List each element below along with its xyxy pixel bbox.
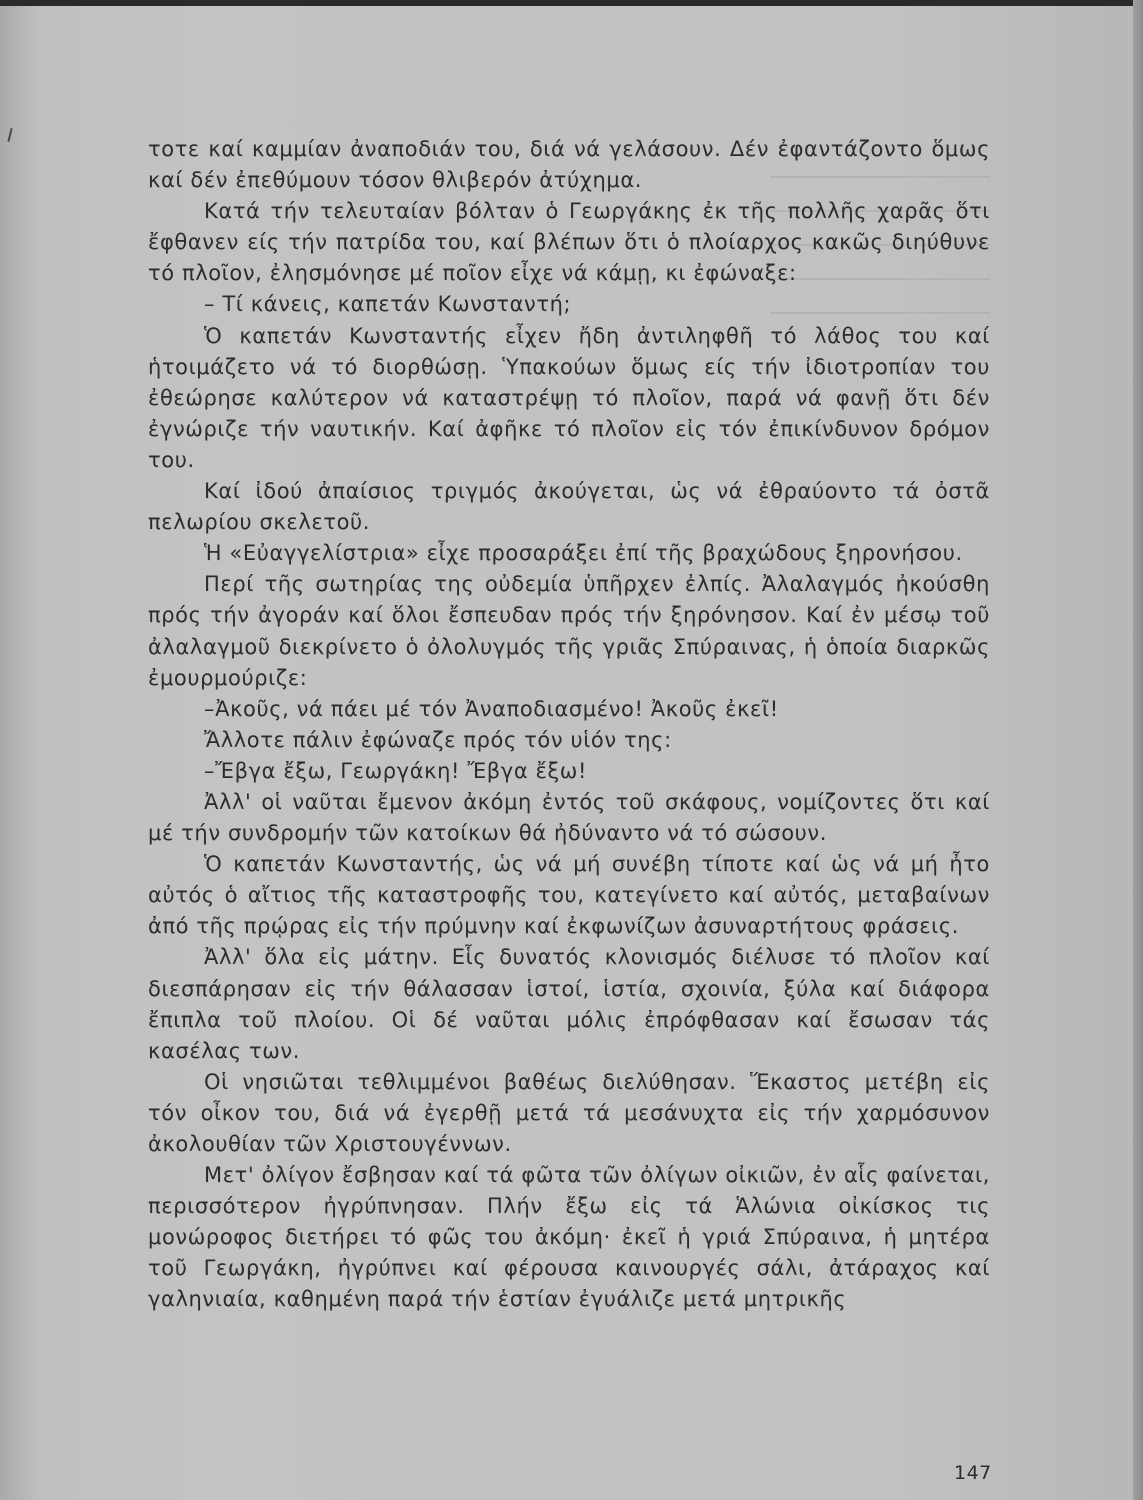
paragraph: Ὁ καπετάν Κωνσταντής εἶχεν ἤδη ἀντιληφθῆ τό λάθος του καί ἡτοιμάζετο νά τό διορθώσῃ. Ὑπακούων ὅμως είς τήν ἰδιοτροπίαν του ἐθεώρησε καλύτερον νά καταστρέψῃ τό πλοῖον, παρά νά φανῇ ὅτι δέν ἐγνώριζε τήν ναυτικήν. Καί ἀφῆκε τό πλοῖον εἰς τόν ἐπικίνδυνον δρόμον του.	[148, 323, 990, 472]
dialogue-line: –Ἀκοῦς, νά πάει μέ τόν Ἀναποδιασμένο! Ἀκοῦς ἐκεῖ!	[204, 696, 779, 721]
paragraph: Ἀλλ' οἱ ναῦται ἔμενον ἀκόμη ἐντός τοῦ σκάφους, νομίζοντες ὅτι καί μέ τήν συνδρομήν τῶν κατοίκων θά ἠδύναντο νά τό σώσουν.	[148, 789, 990, 846]
paragraph: Ὁ καπετάν Κωνσταντής, ὡς νά μή συνέβη τίποτε καί ὡς νά μή ἦτο αὐτός ὁ αἴτιος τῆς καταστροφῆς του, κατεγίνετο καί αὐτός, μεταβαίνων ἀπό τῆς πρῴρας εἰς τήν πρύμνην καί ἐκφωνίζων ἀσυναρτήτους φράσεις.	[148, 852, 990, 939]
body-text	[148, 134, 990, 1316]
paragraph: τοτε καί καμμίαν ἀναποδιάν του, διά νά γελάσουν. Δέν ἐφαντάζοντο ὅμως καί δέν ἐπεθύμουν τόσον θλιβερόν ἀτύχημα.	[148, 137, 990, 193]
paragraph: Ἄλλοτε πάλιν ἐφώναζε πρός τόν υἱόν της:	[204, 727, 672, 752]
paragraph: Κατά τήν τελευταίαν βόλταν ὁ Γεωργάκης ἐκ τῆς πολλῆς χαρᾶς ὅτι ἔφθανεν είς τήν πατρίδα του, καί βλέπων ὅτι ὁ πλοίαρχος κακῶς διηύθυνε τό πλοῖον, ἐλησμόνησε μέ ποῖον εἶχε νά κάμῃ, κι ἐφώναξε:	[148, 199, 990, 286]
paragraph: Ἡ «Εὐαγγελίστρια» εἶχε προσαράξει ἐπί τῆς βραχώδους ξηρονήσου.	[204, 541, 963, 566]
paragraph: Μετ' ὀλίγον ἔσβησαν καί τά φῶτα τῶν ὀλίγων οἰκιῶν, ἐν αἷς φαίνεται, περισσότερον ἠγρύπνησαν. Πλήν ἔξω εἰς τά Ἁλώνια οἰκίσκος τις μονώροφος διετήρει τό φῶς του ἀκόμη· ἐκεῖ ἡ γριά Σπύραινα, ἡ μητέρα τοῦ Γεωργάκη, ἠγρύπνει καί φέρουσα καινουργές σάλι, ἀτάραχος καί γαληνιαία, καθημένη παρά τήν ἑστίαν ἐγυάλιζε μετά μητρικῆς	[148, 1163, 990, 1312]
paragraph: Καί ἰδού ἀπαίσιος τριγμός ἀκούγεται, ὡς νά ἐθραύοντο τά ὀστᾶ πελωρίου σκελετοῦ.	[148, 479, 990, 535]
margin-mark	[7, 128, 12, 142]
scan-right-edge	[1133, 0, 1143, 1500]
scan-top-edge	[0, 0, 1143, 6]
dialogue-line: –Ἔβγα ἔξω, Γεωργάκη! Ἔβγα ἔξω!	[204, 758, 588, 783]
paragraph: Περί τῆς σωτηρίας της οὐδεμία ὑπῆρχεν ἐλπίς. Ἀλαλαγμός ἠκούσθη πρός τήν ἀγοράν καί ὅλοι ἔσπευδαν πρός τήν ξηρόνησον. Καί ἐν μέσῳ τοῦ ἀλαλαγμοῦ διεκρίνετο ὁ ὀλολυγμός τῆς γριᾶς Σπύραινας, ἡ ὁποία διαρκῶς ἐμουρμούριζε:	[148, 572, 990, 690]
paragraph: Οἱ νησιῶται τεθλιμμένοι βαθέως διελύθησαν. Ἕκαστος μετέβη εἰς τόν οἶκον του, διά νά ἐγερθῇ μετά τά μεσάνυχτα εἰς τήν χαρμόσυνον ἀκολουθίαν τῶν Χριστουγέννων.	[148, 1069, 990, 1156]
paragraph: Ἀλλ' ὅλα εἰς μάτην. Εἷς δυνατός κλονισμός διέλυσε τό πλοῖον καί διεσπάρησαν εἰς τήν θάλασσαν ἱστοί, ἱστία, σχοινία, ξύλα καί διάφορα ἔπιπλα τοῦ πλοίου. Οἱ δέ ναῦται μόλις ἐπρόφθασαν καί ἔσωσαν τάς κασέλας των.	[148, 945, 990, 1063]
page-number: 147	[954, 1462, 992, 1484]
dialogue-line: – Τί κάνεις, καπετάν Κωνσταντή;	[204, 292, 572, 317]
